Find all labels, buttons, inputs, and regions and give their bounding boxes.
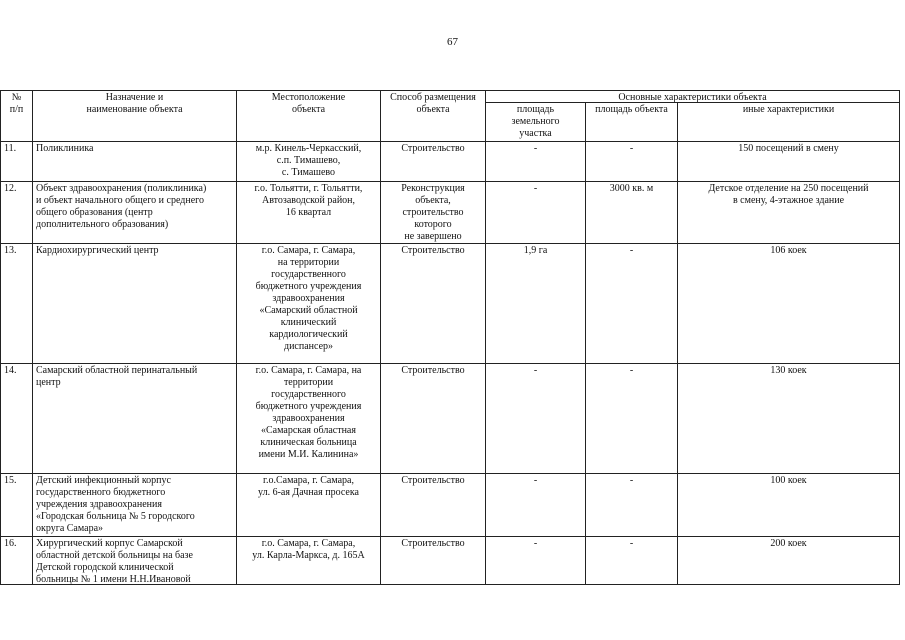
header-land-area: площадь земельного участка (485, 102, 585, 141)
row-11-name: Поликлиника (32, 141, 236, 181)
row-14-object-area: - (585, 363, 677, 473)
header-other-characteristics: иные характеристики (677, 102, 899, 141)
row-13-other: 106 коек (677, 243, 899, 363)
row-13-num: 13. (0, 243, 32, 363)
table-right-rule (899, 90, 900, 585)
row-15-num: 15. (0, 473, 32, 536)
row-11-land-area: - (485, 141, 585, 181)
header-main-characteristics: Основные характеристики объекта (485, 90, 899, 102)
row-15-location: г.о.Самара, г. Самара, ул. 6-ая Дачная просека (236, 473, 380, 536)
row-15-name: Детский инфекционный корпус государственного бюджетного учреждения здравоохранения «Городская больница № 5 городского округа Самара» (32, 473, 236, 536)
row-12-num: 12. (0, 181, 32, 243)
row-11-num: 11. (0, 141, 32, 181)
row-11-object-area: - (585, 141, 677, 181)
row-12-location: г.о. Тольятти, г. Тольятти, Автозаводской район, 16 квартал (236, 181, 380, 243)
header-method: Способ размещения объекта (380, 90, 485, 141)
row-15-object-area: - (585, 473, 677, 536)
row-16-land-area: - (485, 536, 585, 585)
row-11-method: Строительство (380, 141, 485, 181)
row-16-method: Строительство (380, 536, 485, 585)
row-16-num: 16. (0, 536, 32, 585)
row-16-name: Хирургический корпус Самарской областной детской больницы на базе Детской городской клинической больницы № 1 имени Н.Н.Ивановой (32, 536, 236, 585)
row-14-name: Самарский областной перинатальный центр (32, 363, 236, 473)
characteristics-table (0, 90, 905, 585)
row-13-object-area: - (585, 243, 677, 363)
row-12-object-area: 3000 кв. м (585, 181, 677, 243)
row-14-other: 130 коек (677, 363, 899, 473)
row-14-num: 14. (0, 363, 32, 473)
row-14-land-area: - (485, 363, 585, 473)
header-location: Местоположение объекта (236, 90, 380, 141)
header-num: № п/п (0, 90, 32, 141)
row-12-other: Детское отделение на 250 посещений в смену, 4-этажное здание (677, 181, 899, 243)
row-14-method: Строительство (380, 363, 485, 473)
row-11-other: 150 посещений в смену (677, 141, 899, 181)
row-16-location: г.о. Самара, г. Самара, ул. Карла-Маркса, д. 165А (236, 536, 380, 585)
row-13-method: Строительство (380, 243, 485, 363)
row-13-name: Кардиохирургический центр (32, 243, 236, 363)
row-13-land-area: 1,9 га (485, 243, 585, 363)
row-15-land-area: - (485, 473, 585, 536)
row-12-land-area: - (485, 181, 585, 243)
row-12-method: Реконструкция объекта, строительство которого не завершено (380, 181, 485, 243)
row-14-location: г.о. Самара, г. Самара, на территории государственного бюджетного учреждения здравоохранения «Самарская областная клиническая больница имени М.И. Калинина» (236, 363, 380, 473)
row-13-location: г.о. Самара, г. Самара, на территории государственного бюджетного учреждения здравоохранения «Самарский областной клинический кардиологический диспансер» (236, 243, 380, 363)
row-15-other: 100 коек (677, 473, 899, 536)
header-name: Назначение и наименование объекта (32, 90, 236, 141)
table-bottom-rule (0, 584, 900, 585)
row-12-name: Объект здравоохранения (поликлиника) и объект начального общего и среднего общего образования (центр дополнительного образования) (32, 181, 236, 243)
row-16-object-area: - (585, 536, 677, 585)
row-16-other: 200 коек (677, 536, 899, 585)
row-11-location: м.р. Кинель-Черкасский, с.п. Тимашево, с. Тимашево (236, 141, 380, 181)
header-object-area: площадь объекта (585, 102, 677, 141)
row-15-method: Строительство (380, 473, 485, 536)
page-number: 67 (447, 36, 458, 48)
